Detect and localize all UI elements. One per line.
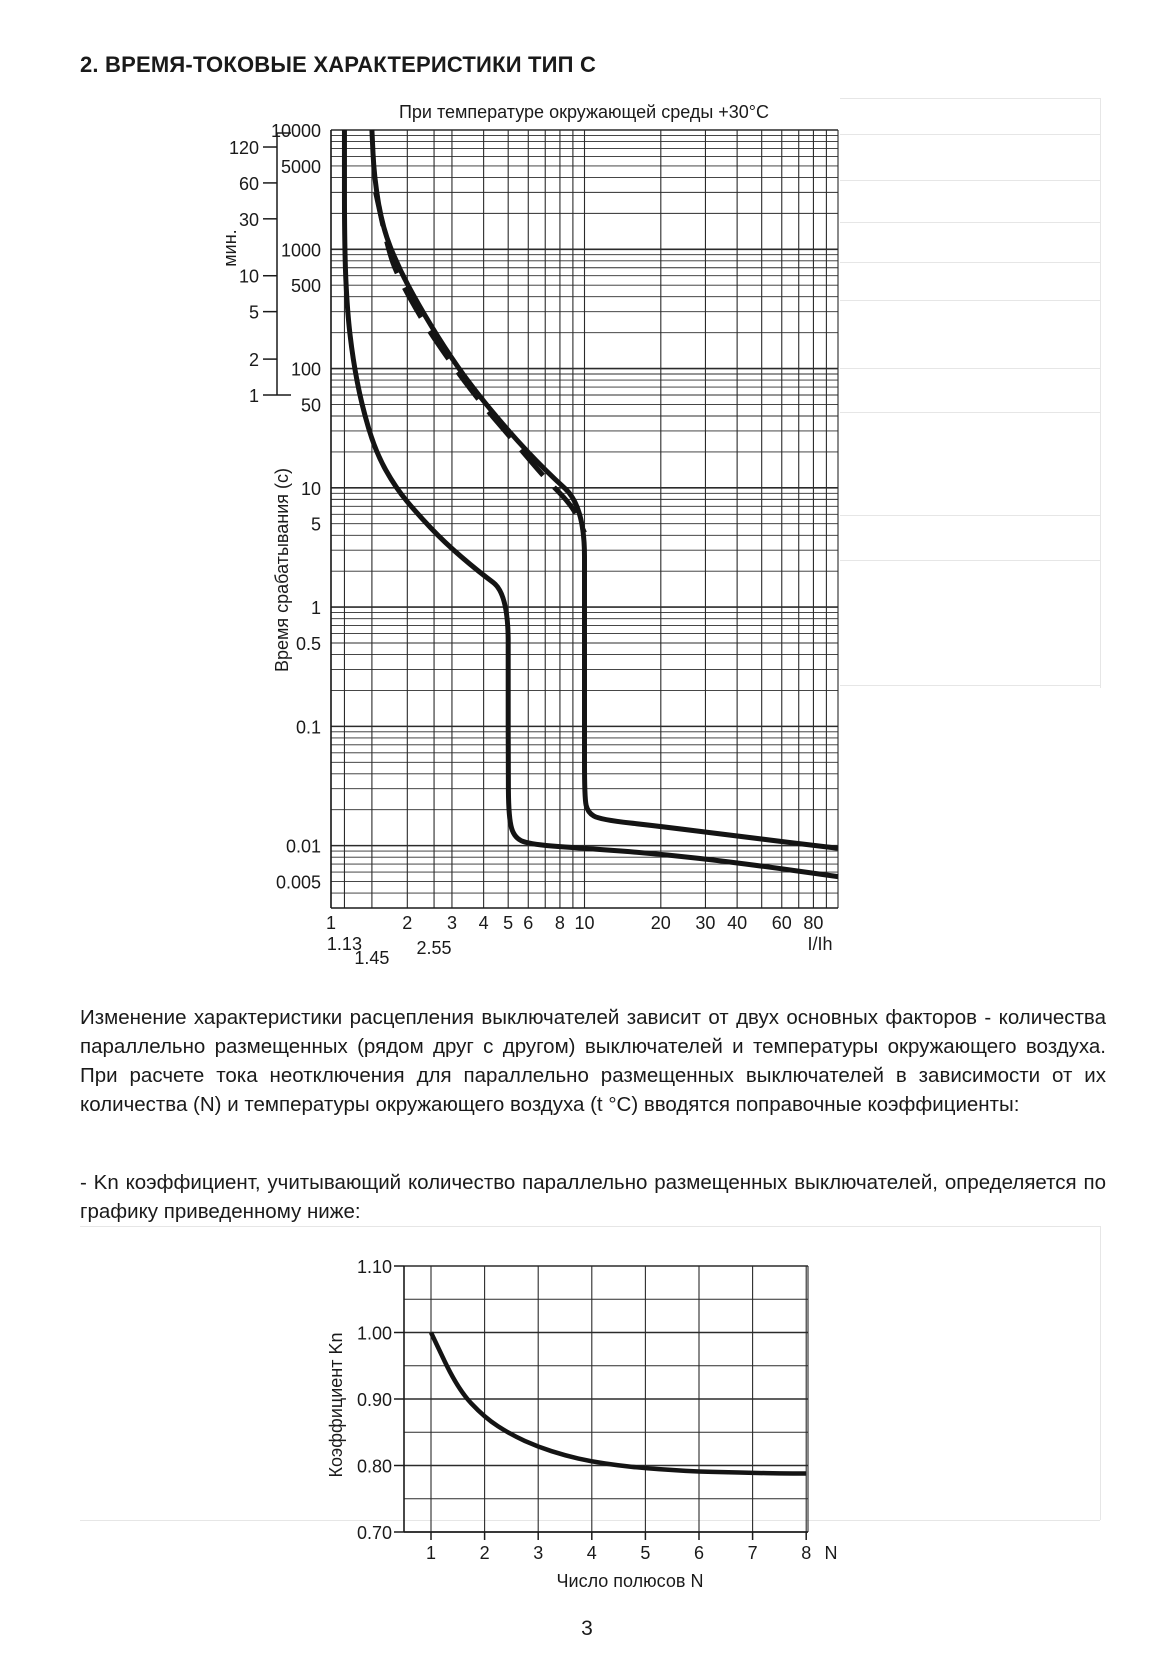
y-tick-label: 10 (300, 478, 321, 499)
kn-y-tick-label: 1.00 (356, 1323, 392, 1344)
y-tick-label: 0.1 (295, 717, 321, 738)
minutes-tick-label: 120 (228, 138, 259, 159)
x-special-tick-label: 1.45 (354, 948, 390, 968)
minutes-tick-label: 1 (248, 386, 259, 407)
kn-y-axis-label: Коэффициент Kn (326, 1332, 346, 1478)
x-tick-label: 2 (402, 913, 413, 933)
x-tick-label: 10 (574, 913, 595, 933)
kn-x-axis-label: Число полюсов N (556, 1571, 704, 1591)
kn-x-tick-label: 7 (747, 1543, 758, 1563)
x-tick-label: 1 (325, 913, 337, 933)
minutes-tick-label: 5 (248, 302, 259, 323)
x-tick-label: 8 (554, 913, 565, 933)
minutes-label: мин. (220, 229, 240, 267)
minutes-tick-label: 10 (238, 266, 259, 287)
paragraph-characteristic-change: Изменение характеристики расцепления выключателей зависит от двух основных факторов - количества параллельно размещенных (рядом друг с другом) выключателей и температуры окружающего воздуха. При расчете тока неотключения для параллельно размещенных выключателей в зависимости от их количества (N) и температуры окружающего воздуха (t °С) вводятся поправочные коэффициенты: (80, 1006, 1106, 1116)
x-tick-label: 40 (727, 913, 748, 933)
kn-x-tick-label: 8 (801, 1543, 812, 1563)
y-tick-label: 0.5 (295, 633, 321, 654)
page-number: 3 (581, 1617, 593, 1640)
x-tick-label: 80 (803, 913, 824, 933)
x-tick-label: 4 (478, 913, 489, 933)
x-special-tick-label: 2.55 (416, 938, 452, 958)
y-tick-label: 5000 (280, 156, 321, 177)
kn-x-axis-letter: N (824, 1543, 838, 1563)
y-tick-label: 10000 (270, 121, 321, 141)
y-tick-label: 50 (300, 395, 321, 416)
y-tick-label: 1 (310, 598, 321, 619)
y-tick-label: 500 (290, 276, 321, 297)
kn-curve (431, 1333, 806, 1474)
kn-y-tick-label: 0.70 (356, 1523, 392, 1543)
kn-y-tick-label: 1.10 (356, 1257, 392, 1277)
kn-x-tick-label: 4 (586, 1543, 597, 1563)
y-tick-label: 100 (290, 359, 321, 380)
kn-x-tick-label: 5 (640, 1543, 651, 1563)
section-title: 2. ВРЕМЯ-ТОКОВЫЕ ХАРАКТЕРИСТИКИ ТИП С (80, 52, 597, 77)
x-tick-label: 6 (523, 913, 534, 933)
x-special-tick-label: 1.13 (326, 934, 362, 954)
minutes-tick-label: 30 (238, 209, 259, 230)
kn-x-tick-label: 1 (425, 1543, 437, 1563)
minutes-tick-label: 2 (248, 350, 259, 371)
y-axis-label: Время срабатывания (с) (272, 468, 292, 672)
chart-title: При температуре окружающей среды +30°C (398, 102, 770, 122)
kn-y-tick-label: 0.80 (356, 1456, 392, 1477)
x-tick-label: 20 (650, 913, 671, 933)
y-tick-label: 0.005 (275, 872, 321, 893)
kn-x-tick-label: 2 (479, 1543, 490, 1563)
x-tick-label: 3 (446, 913, 457, 933)
x-tick-label: 30 (695, 913, 716, 933)
kn-x-tick-label: 3 (533, 1543, 544, 1563)
paragraph-kn-definition: - Kn коэффициент, учитывающий количество параллельно размещенных выключателей, определяется по графику приведенному ниже: (80, 1171, 1106, 1223)
x-tick-label: 5 (503, 913, 514, 933)
kn-y-tick-label: 0.90 (356, 1390, 392, 1410)
y-tick-label: 5 (310, 514, 321, 535)
y-tick-label: 1000 (280, 240, 321, 261)
minutes-tick-label: 60 (238, 173, 259, 194)
x-tick-label: 60 (771, 913, 792, 933)
y-tick-label: 0.01 (285, 836, 321, 857)
kn-x-tick-label: 6 (693, 1543, 705, 1563)
x-axis-label: I/Ih (807, 934, 833, 954)
